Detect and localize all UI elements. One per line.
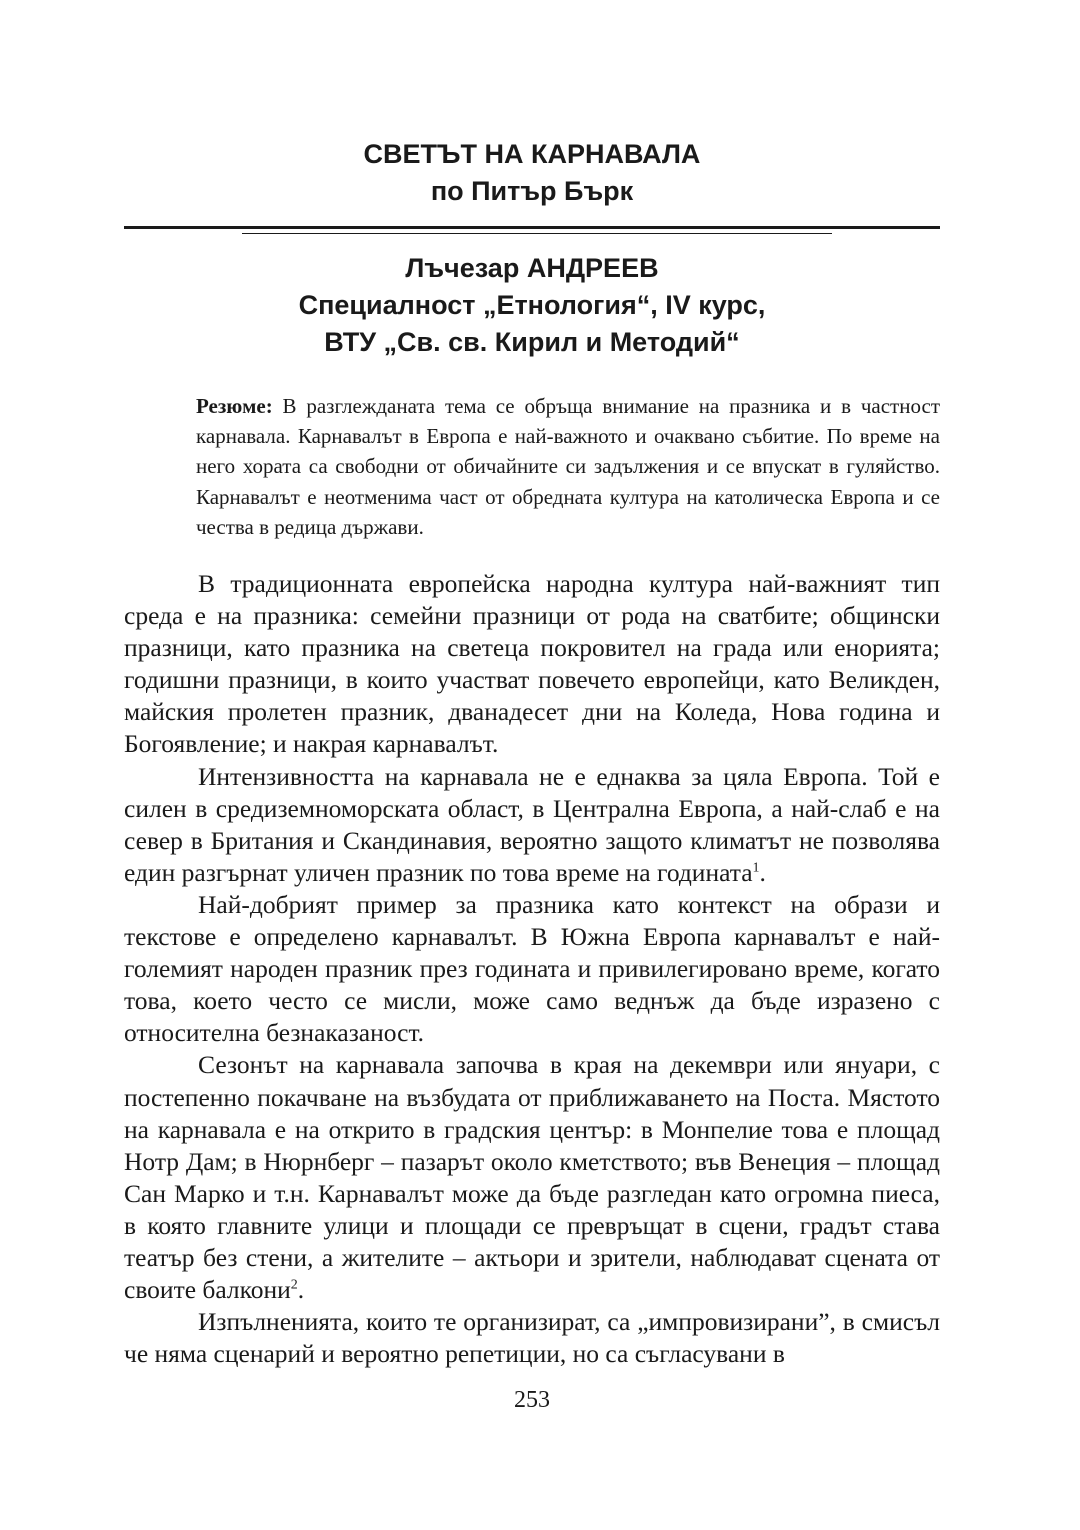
paragraph-1 [124, 568, 940, 761]
paragraph-4-text: Сезонът на карнавала започва в края на декември или януари, с постепенно покачване на възбудата от приближаването на Поста. Мястото на карнавала е на открито в градския център: в Монпелие това е площад Нотр Дам; в Нюрнберг – пазарът около кметството; във Венеция – площад Сан Марко и т.н. Карнавалът може да бъде разгледан като огромна пиеса, в която главните улици и площади се превръщат в сцени, градът става театър без стени, а жителите – актьори и зрители, наблюдават сцената от своите балкони [124, 1050, 940, 1305]
footnote-ref-1[interactable]: 1 [752, 860, 760, 876]
paragraph-5 [124, 1306, 940, 1370]
paragraph-2-end: . [759, 857, 766, 887]
author-name: Лъчезар АНДРЕЕВ [405, 253, 659, 283]
paragraph-2-text: Интензивността на карнавала не е еднаква за цяла Европа. Той е силен в средиземноморската област, в Централна Европа, а най-слаб е на север в Британия и Скандинавия, вероятно защото климатът не позволява един разгърнат уличен празник по това време на годината [124, 761, 940, 887]
abstract-text: В разглежданата тема се обръща внимание на празника и в частност карнавала. Карнавалът в Европа е най-важното и очаквано събитие. По време на него хората са свободни от обичайните си задължения и се впускат в гуляйство. Карнавалът е неотменима част от обредната култура на католическа Европа и се чества в редица държави. [196, 394, 940, 539]
paragraph-2 [124, 761, 940, 889]
page-number: 253 [514, 1387, 550, 1413]
title-line-1: СВЕТЪТ НА КАРНАВАЛА [363, 139, 701, 169]
author-university: ВТУ „Св. св. Кирил и Методий“ [324, 327, 740, 357]
paragraph-5-text: Изпълненията, които те организират, са „импровизирани”, в смисъл че няма сценарий и вероятно репетиции, но са съгласувани в [124, 1307, 940, 1369]
title-rule-thick [124, 226, 940, 229]
author-block [124, 250, 940, 361]
paragraph-3-text: Най-добрият пример за празника като контекст на образи и текстове е определено карнавалът. В Южна Европа карнавалът е най-големият народен празник през годината и привилегировано време, когато това, което често се мисли, може само веднъж да бъде изразено с относителна безнаказаност. [124, 889, 940, 1048]
author-specialty: Специалност „Етнология“, IV курс, [298, 290, 766, 320]
abstract [196, 391, 940, 542]
article-title [124, 136, 940, 210]
title-line-2: по Питър Бърк [430, 176, 634, 206]
footnote-ref-2[interactable]: 2 [290, 1277, 298, 1293]
paragraph-1-text: В традиционната европейска народна култура най-важният тип среда е на празника: семейни празници от рода на сватбите; общински празници, като празника на светеца покровител на града или енорията; годишни празници, в които участват повечето европейци, като Великден, майския пролетен празник, дванадесет дни на Коледа, Нова година и Богоявление; и накрая карнавалът. [124, 569, 940, 759]
abstract-label: Резюме: [196, 394, 273, 418]
paragraph-3 [124, 889, 940, 1049]
paragraph-4 [124, 1049, 940, 1306]
body-text [124, 568, 940, 1370]
paragraph-4-end: . [297, 1275, 305, 1305]
title-rule-thin [242, 233, 832, 234]
